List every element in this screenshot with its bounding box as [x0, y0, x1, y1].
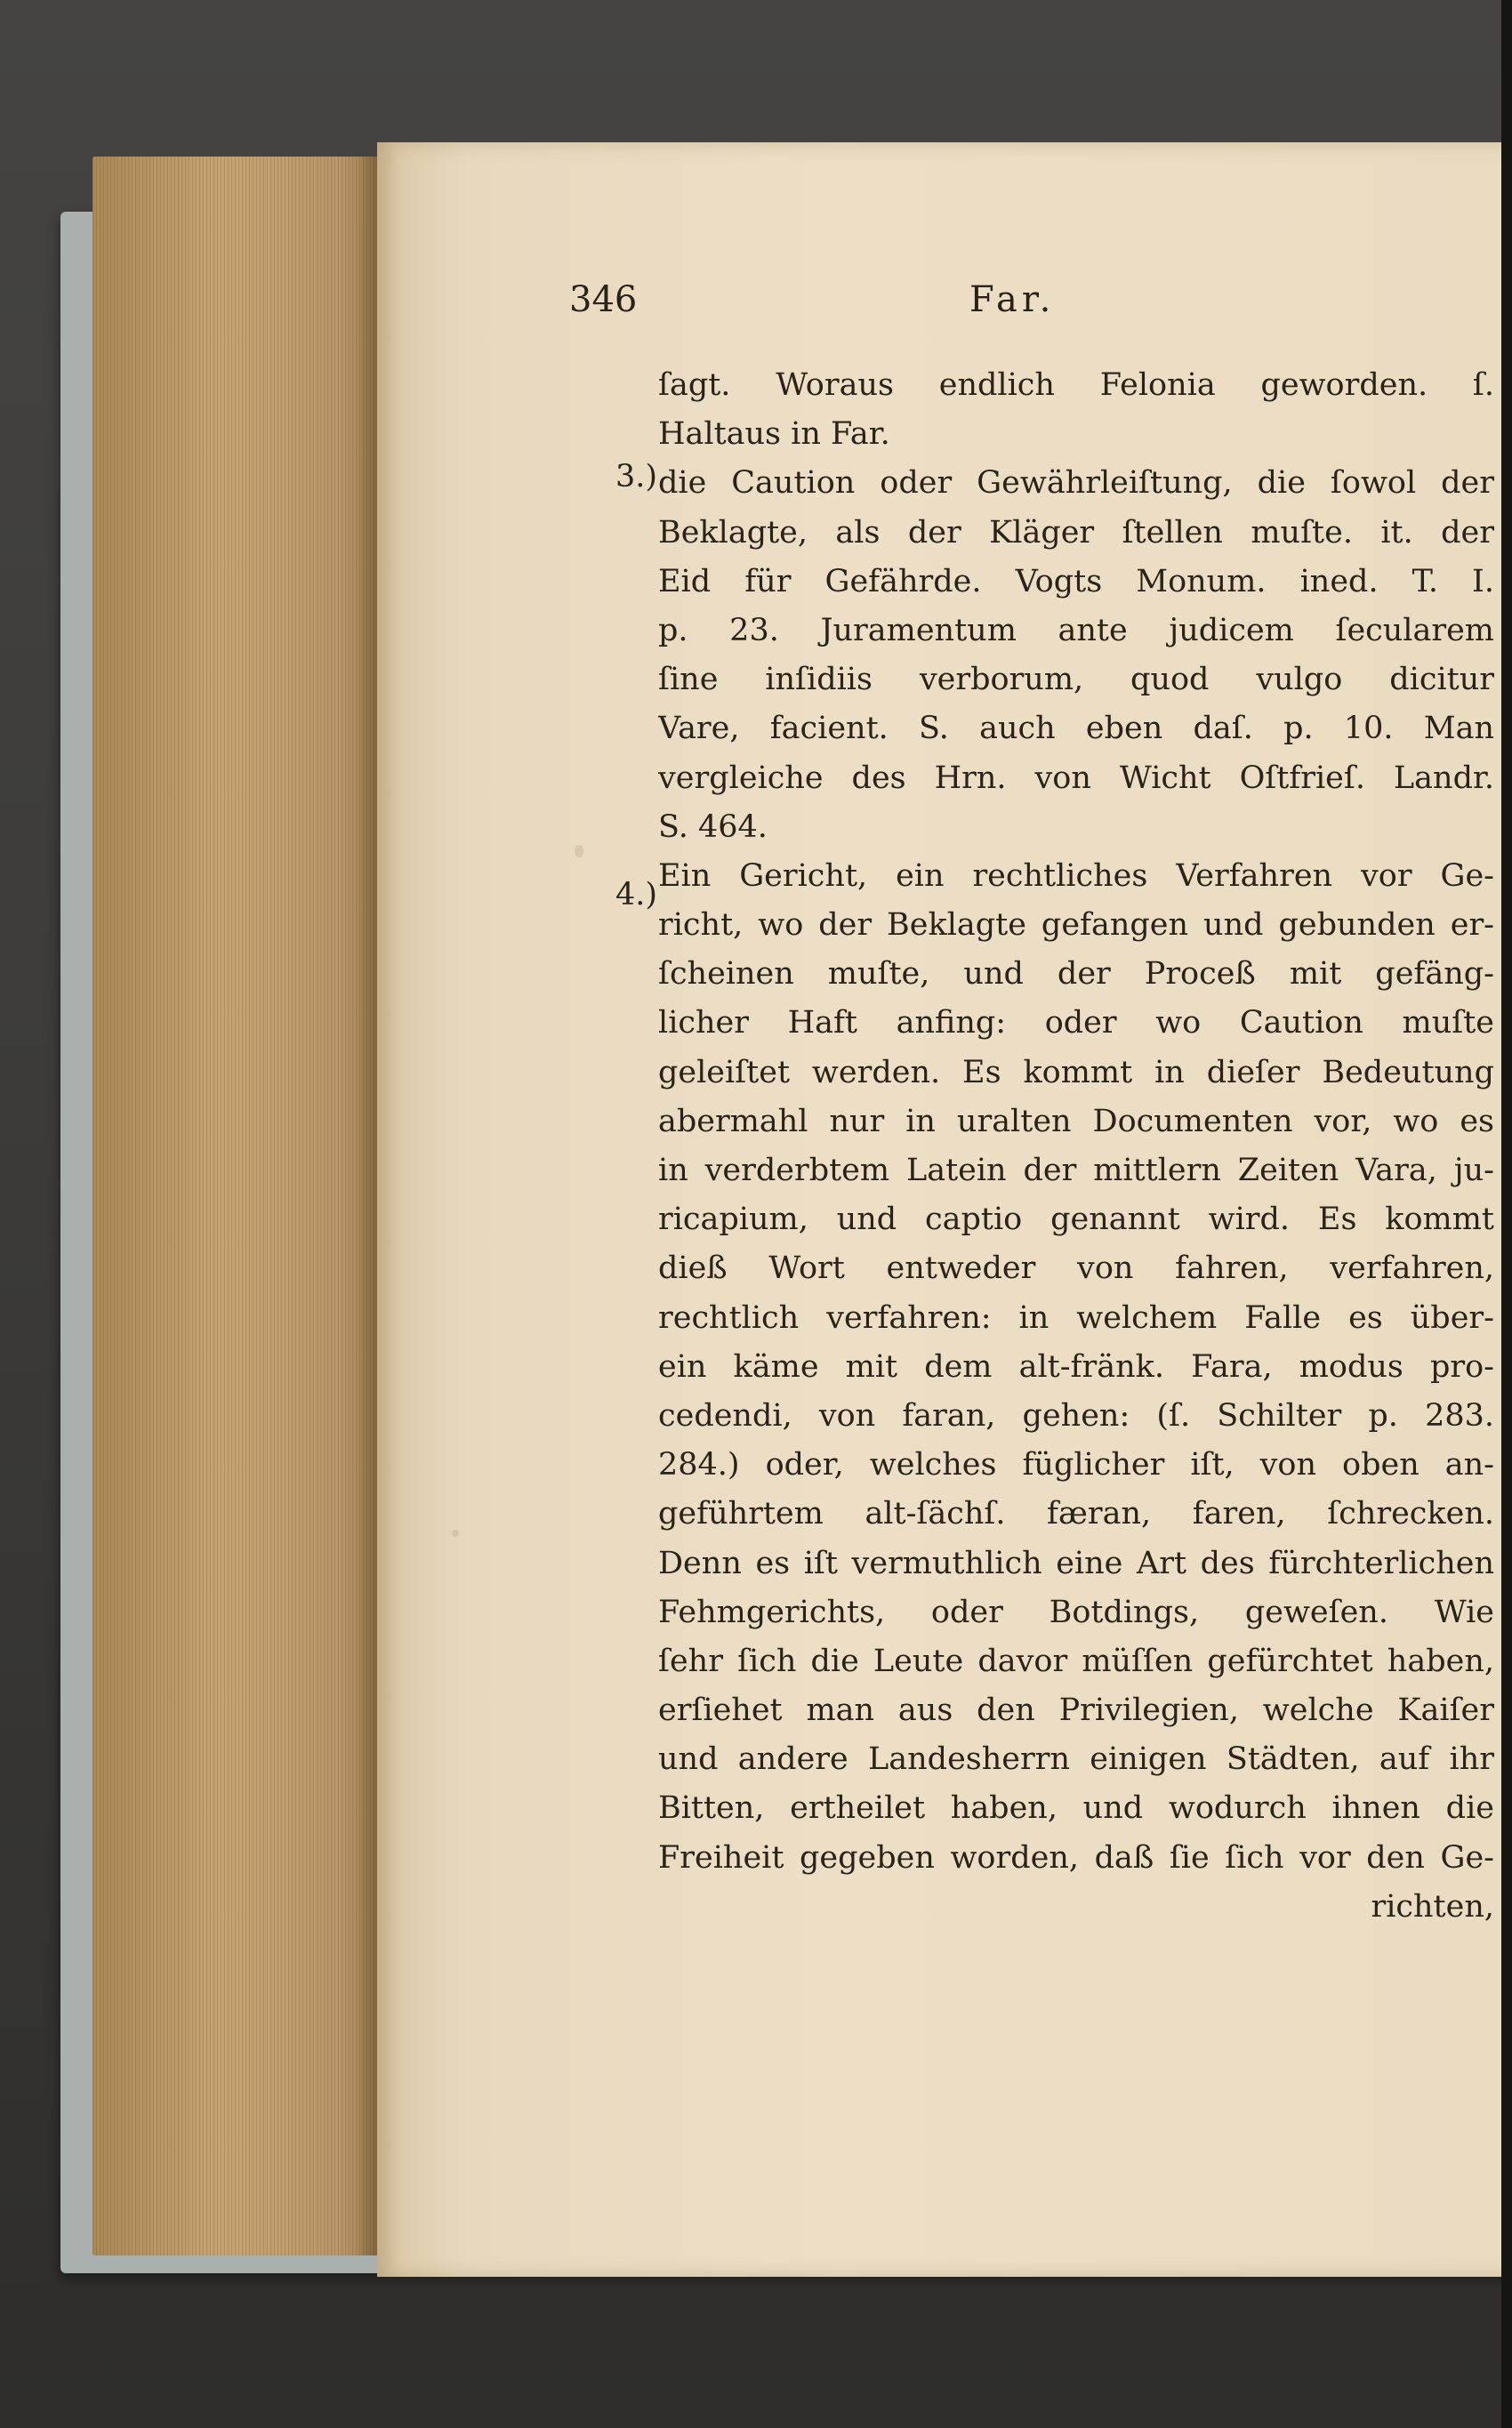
paper-stain [452, 1530, 459, 1537]
page-header [569, 279, 1494, 333]
text-line: ſagt. Woraus endlich Felonia geworden. ſ. [658, 367, 1494, 403]
text-line: ſine inſidiis verborum, quod vulgo dicitur [658, 662, 1494, 698]
text-line: rechtlich verfahren: in welchem Falle es über- [658, 1299, 1494, 1336]
text-line: 284.) oder, welches füglicher iſt, von oben an- [658, 1447, 1494, 1483]
text-line: dieß Wort entweder von fahren, verfahren, [658, 1250, 1494, 1287]
text-line: in verderbtem Latein der mittlern Zeiten Vara, ju- [658, 1153, 1494, 1188]
text-line: ein käme mit dem alt-fränk. Fara, modus pro- [658, 1348, 1494, 1385]
text-line: vergleiche des Hrn. von Wicht Oſtfrieſ. Landr. [658, 760, 1494, 796]
item-number-3: 3.) [615, 459, 658, 494]
text-line: Bitten, ertheilet haben, und wodurch ihnen die [658, 1790, 1494, 1827]
text-line: Vare, facient. S. auch eben daſ. p. 10. Man [658, 711, 1494, 747]
running-head: Far. [969, 279, 1056, 320]
text-line: die Caution oder Gewährleiſtung, die ſowol der [658, 465, 1494, 502]
text-line: Eid für Gefährde. Vogts Monum. ined. T. I. [658, 563, 1494, 599]
text-line: und andere Landesherrn einigen Städten, auf ihr [658, 1741, 1494, 1778]
text-line: ſehr ſich die Leute davor müſſen gefürchtet haben, [658, 1643, 1494, 1679]
page-gutter-shadow [1501, 0, 1512, 2428]
text-line: p. 23. Juramentum ante judicem ſecularem [658, 612, 1494, 648]
item-number-4: 4.) [615, 877, 658, 913]
text-line: richt, wo der Beklagte gefangen und gebunden er- [658, 907, 1494, 944]
text-line: geführtem alt-ſächſ. færan, faren, ſchrecken. [658, 1496, 1494, 1532]
text-line: abermahl nur in uralten Documenten vor, wo es [658, 1103, 1494, 1139]
page-number: 346 [569, 279, 638, 320]
text-line: erſiehet man aus den Privilegien, welche Kaiſer [658, 1692, 1494, 1729]
page-edges [92, 157, 379, 2255]
paper-stain [575, 845, 583, 857]
text-line: Ein Gericht, ein rechtliches Verfahren vor Ge- [658, 857, 1494, 894]
text-line: Fehmgerichts, oder Botdings, geweſen. Wie [658, 1594, 1494, 1630]
text-line: cedendi, von faran, gehen: (ſ. Schilter p. 283. [658, 1397, 1494, 1434]
text-line: Freiheit gegeben worden, daß ſie ſich vor den Ge- [658, 1839, 1494, 1876]
catchword: richten, [1371, 1888, 1494, 1925]
text-line: ſcheinen muſte, und der Proceß mit gefäng- [658, 956, 1494, 993]
text-line: licher Haft anfing: oder wo Caution muſte [658, 1005, 1494, 1041]
text-line: S. 464. [658, 808, 768, 845]
text-line: Denn es iſt vermuthlich eine Art des fürchterlichen [658, 1545, 1494, 1581]
text-line: geleiſtet werden. Es kommt in dieſer Bedeutung [658, 1054, 1494, 1090]
body-text [658, 361, 1494, 1932]
text-line: ricapium, und captio genannt wird. Es kommt [658, 1202, 1494, 1238]
text-line: Beklagte, als der Kläger ſtellen muſte. it. der [658, 514, 1494, 551]
text-line: Haltaus in Far. [658, 416, 890, 453]
